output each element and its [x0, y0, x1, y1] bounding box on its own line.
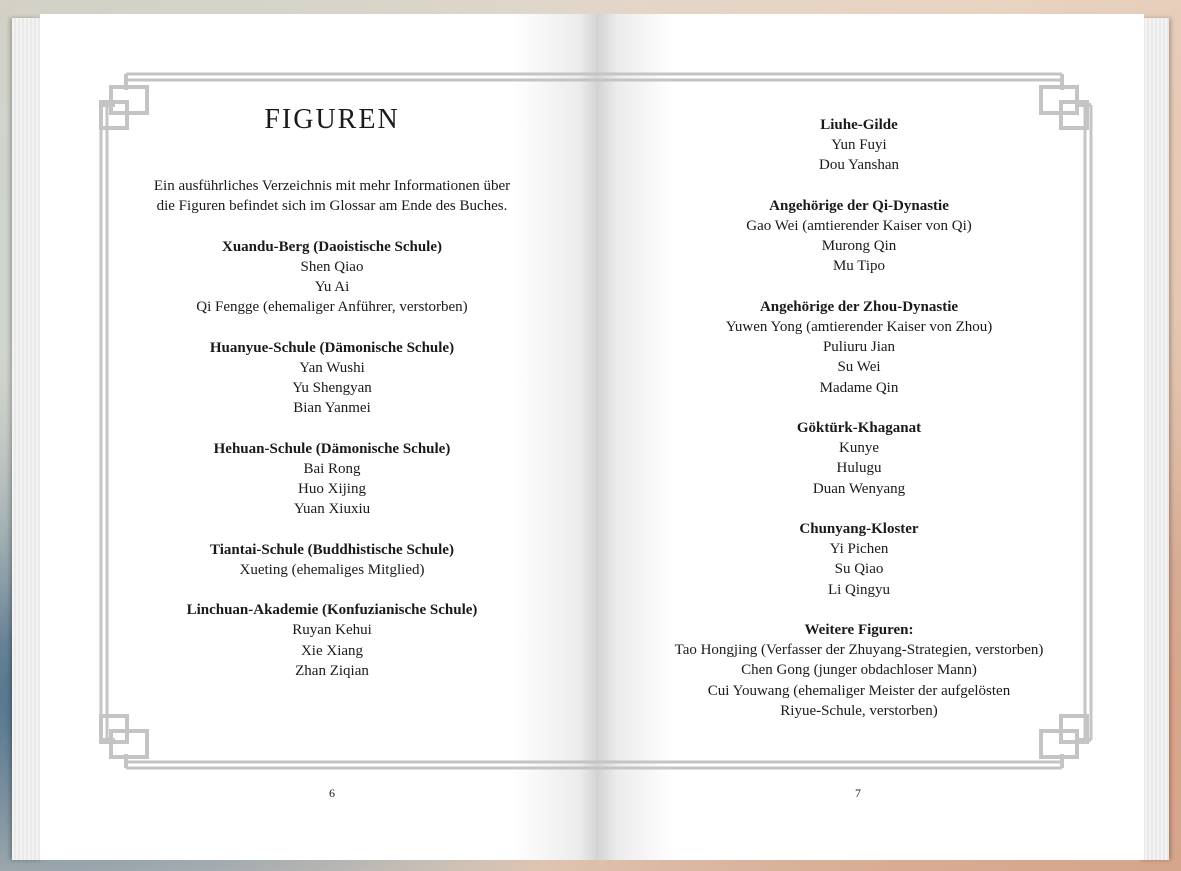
- character-name: Dou Yanshan: [818, 157, 899, 174]
- character-name: Gao Wei (amtierender Kaiser von Qi): [746, 218, 972, 234]
- character-group: [130, 600, 534, 681]
- book-page-edges-left: [12, 18, 42, 860]
- character-name: Su Wei: [837, 359, 881, 376]
- left-page-content: [130, 176, 534, 701]
- character-name: Kunye: [839, 440, 879, 457]
- character-name: Madame Qin: [819, 379, 899, 396]
- intro-line: die Figuren befindet sich im Glossar am Ende des Buches.: [156, 198, 508, 215]
- character-group: [650, 620, 1068, 721]
- character-name: Yuan Xiuxiu: [293, 501, 371, 518]
- character-name: Yan Wushi: [299, 359, 365, 376]
- character-name: Yi Pichen: [829, 541, 889, 558]
- page-number-left: 6: [329, 786, 335, 800]
- character-name: Qi Fengge (ehemaliger Anführer, verstorben): [196, 299, 468, 316]
- group-heading: Chunyang-Kloster: [799, 521, 919, 537]
- character-name: Xueting (ehemaliges Mitglied): [239, 561, 425, 578]
- page-number-right: 7: [855, 786, 861, 800]
- character-name: Yu Ai: [314, 279, 350, 295]
- group-heading: Linchuan-Akademie (Konfuzianische Schule): [186, 602, 478, 619]
- group-heading: Hehuan-Schule (Dämonische Schule): [213, 440, 451, 457]
- character-name: Ruyan Kehui: [292, 622, 372, 639]
- character-name: Puliuru Jian: [822, 339, 896, 356]
- character-name: Duan Wenyang: [812, 480, 906, 497]
- character-group: [130, 439, 534, 520]
- right-page-content: [650, 115, 1068, 741]
- group-heading: Huanyue-Schule (Dämonische Schule): [209, 339, 455, 356]
- character-name: Cui Youwang (ehemaliger Meister der aufgelösten: [707, 682, 1011, 699]
- group-heading: Xuandu-Berg (Daoistische Schule): [221, 238, 442, 255]
- group-heading: Angehörige der Zhou-Dynastie: [759, 298, 959, 315]
- character-name: Bian Yanmei: [293, 400, 371, 417]
- character-group: [650, 196, 1068, 277]
- character-group: [650, 115, 1068, 176]
- character-group: [130, 237, 534, 318]
- character-name: Yu Shengyan: [292, 380, 372, 396]
- character-name: Zhan Ziqian: [295, 662, 369, 679]
- character-name: Riyue-Schule, verstorben): [780, 702, 938, 719]
- character-name: Yun Fuyi: [831, 137, 887, 154]
- character-name: Xie Xiang: [300, 642, 364, 659]
- character-name: Chen Gong (junger obdachloser Mann): [741, 662, 977, 679]
- character-name: Yuwen Yong (amtierender Kaiser von Zhou): [725, 319, 993, 335]
- character-name: Shen Qiao: [300, 258, 364, 275]
- character-name: Li Qingyu: [827, 581, 891, 598]
- character-group: [650, 519, 1068, 600]
- character-name: Bai Rong: [303, 460, 361, 477]
- character-name: Huo Xijing: [298, 481, 366, 497]
- character-name: Mu Tipo: [832, 258, 886, 275]
- character-name: Su Qiao: [834, 561, 884, 578]
- character-group: [650, 297, 1068, 398]
- character-name: Murong Qin: [821, 238, 897, 255]
- group-heading: Göktürk-Khaganat: [796, 420, 922, 436]
- group-heading: Angehörige der Qi-Dynastie: [769, 197, 949, 214]
- character-name: Hulugu: [836, 460, 882, 477]
- intro-paragraph: [130, 176, 534, 216]
- character-group: [130, 540, 534, 580]
- group-heading: Tiantai-Schule (Buddhistische Schule): [210, 541, 454, 558]
- character-group: [650, 418, 1068, 499]
- character-name: Tao Hongjing (Verfasser der Zhuyang-Strategien, verstorben): [674, 642, 1044, 659]
- character-group: [130, 338, 534, 419]
- page-title: FIGUREN: [264, 104, 400, 135]
- intro-line: Ein ausführliches Verzeichnis mit mehr Informationen über: [153, 178, 511, 194]
- group-heading: Liuhe-Gilde: [820, 117, 898, 133]
- group-heading: Weitere Figuren:: [804, 622, 914, 638]
